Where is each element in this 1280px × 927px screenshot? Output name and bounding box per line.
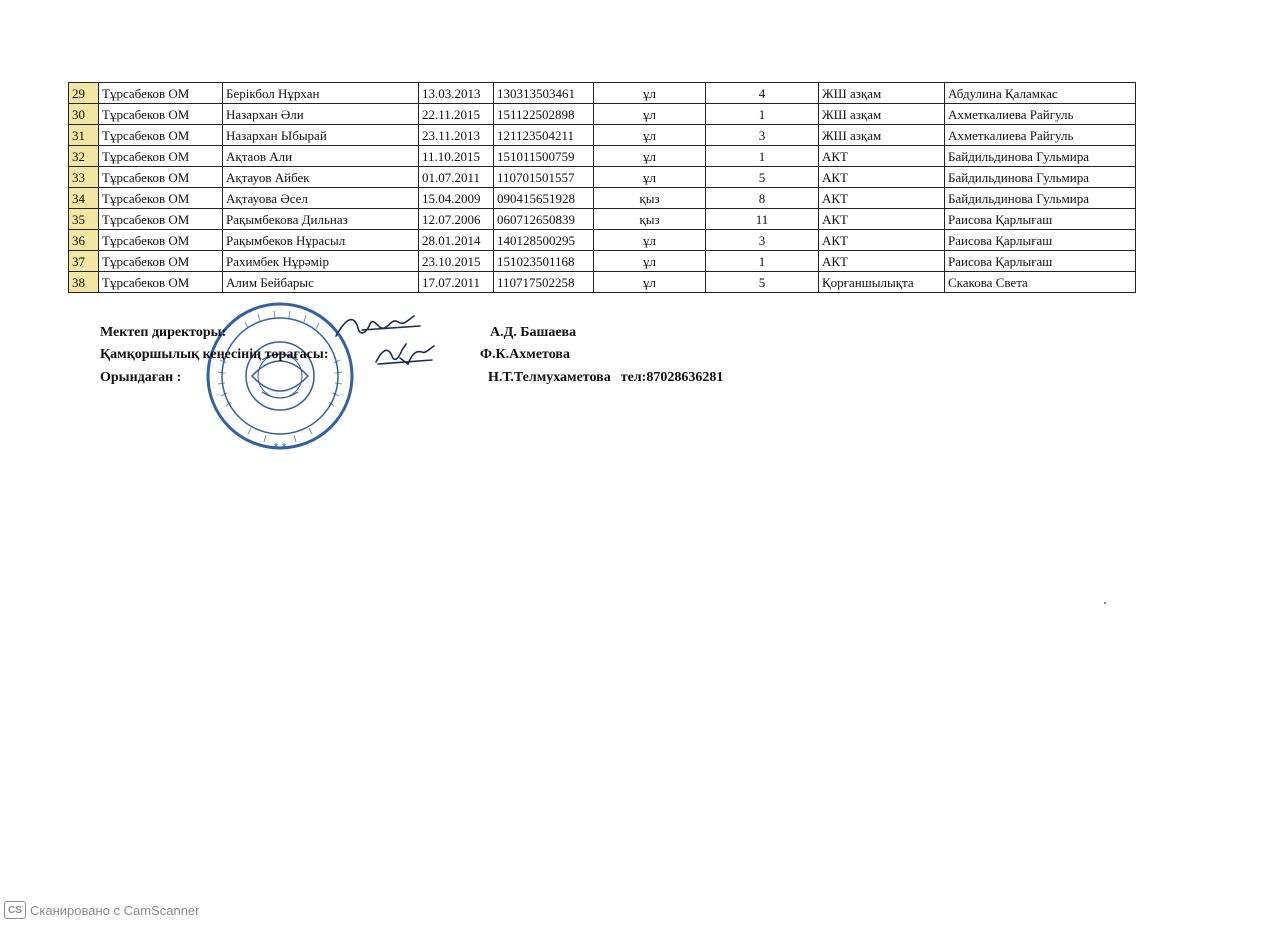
gender-cell: ұл — [594, 272, 706, 293]
gender-cell: қыз — [594, 188, 706, 209]
council-chair-name: Ф.К.Ахметова — [480, 347, 570, 362]
birth-date-cell: 28.01.2014 — [419, 230, 494, 251]
row-number-cell: 36 — [69, 230, 99, 251]
school-cell: Тұрсабеков ОМ — [99, 104, 223, 125]
school-cell: Тұрсабеков ОМ — [99, 125, 223, 146]
student-name-cell: Рахимбек Нұрәмір — [223, 251, 419, 272]
status-cell: АКТ — [819, 230, 945, 251]
grade-cell: 4 — [706, 83, 819, 104]
table-row — [69, 188, 1136, 209]
gender-cell: ұл — [594, 167, 706, 188]
iin-cell: 060712650839 — [494, 209, 594, 230]
responsible-cell: Ахметкалиева Райгуль — [945, 104, 1136, 125]
gender-cell: ұл — [594, 146, 706, 167]
iin-cell: 151122502898 — [494, 104, 594, 125]
school-cell: Тұрсабеков ОМ — [99, 230, 223, 251]
scan-speck — [1104, 602, 1106, 604]
executor-info — [488, 370, 723, 386]
table-row — [69, 230, 1136, 251]
row-number-cell: 29 — [69, 83, 99, 104]
row-number-cell: 38 — [69, 272, 99, 293]
birth-date-cell: 01.07.2011 — [419, 167, 494, 188]
school-cell: Тұрсабеков ОМ — [99, 83, 223, 104]
svg-text:* *: * * — [273, 442, 287, 453]
iin-cell: 090415651928 — [494, 188, 594, 209]
birth-date-cell: 11.10.2015 — [419, 146, 494, 167]
iin-cell: 140128500295 — [494, 230, 594, 251]
roster-body — [69, 83, 1136, 293]
student-name-cell: Назархан Ыбырай — [223, 125, 419, 146]
grade-cell: 1 — [706, 104, 819, 125]
director-name: А.Д. Башаева — [490, 325, 577, 340]
grade-cell: 5 — [706, 167, 819, 188]
responsible-cell: Байдильдинова Гульмира — [945, 146, 1136, 167]
row-number-cell: 32 — [69, 146, 99, 167]
iin-cell: 151011500759 — [494, 146, 594, 167]
table-row — [69, 209, 1136, 230]
birth-date-cell: 12.07.2006 — [419, 209, 494, 230]
student-name-cell: Ақтаов Али — [223, 146, 419, 167]
birth-date-cell: 23.10.2015 — [419, 251, 494, 272]
student-name-cell: Ақтауов Айбек — [223, 167, 419, 188]
birth-date-cell: 22.11.2015 — [419, 104, 494, 125]
executor-phone: тел:87028636281 — [620, 370, 724, 385]
school-cell: Тұрсабеков ОМ — [99, 146, 223, 167]
status-cell: ЖШ азқам — [819, 104, 945, 125]
grade-cell: 1 — [706, 146, 819, 167]
student-name-cell: Назархан Әли — [223, 104, 419, 125]
iin-cell: 151023501168 — [494, 251, 594, 272]
table-row — [69, 104, 1136, 125]
student-name-cell: Ақтауова Әсел — [223, 188, 419, 209]
row-number-cell: 30 — [69, 104, 99, 125]
responsible-cell: Байдильдинова Гульмира — [945, 188, 1136, 209]
row-number-cell: 33 — [69, 167, 99, 188]
status-cell: ЖШ азқам — [819, 83, 945, 104]
camscanner-watermark — [4, 901, 199, 919]
responsible-cell: Раисова Қарлығаш — [945, 230, 1136, 251]
iin-cell: 110701501557 — [494, 167, 594, 188]
table-row — [69, 125, 1136, 146]
gender-cell: ұл — [594, 251, 706, 272]
grade-cell: 11 — [706, 209, 819, 230]
responsible-cell: Абдулина Қаламкас — [945, 83, 1136, 104]
student-name-cell: Рақымбекова Дильназ — [223, 209, 419, 230]
birth-date-cell: 17.07.2011 — [419, 272, 494, 293]
school-cell: Тұрсабеков ОМ — [99, 272, 223, 293]
student-name-cell: Алим Бейбарыс — [223, 272, 419, 293]
birth-date-cell: 13.03.2013 — [419, 83, 494, 104]
iin-cell: 130313503461 — [494, 83, 594, 104]
status-cell: АКТ — [819, 251, 945, 272]
table-row — [69, 167, 1136, 188]
grade-cell: 5 — [706, 272, 819, 293]
responsible-cell: Скакова Света — [945, 272, 1136, 293]
school-cell: Тұрсабеков ОМ — [99, 251, 223, 272]
responsible-cell: Байдильдинова Гульмира — [945, 167, 1136, 188]
student-name-cell: Берікбол Нұрхан — [223, 83, 419, 104]
council-chair-label: Қамқоршылық кеңесінің төрағасы: — [100, 347, 329, 362]
grade-cell: 8 — [706, 188, 819, 209]
gender-cell: ұл — [594, 125, 706, 146]
grade-cell: 1 — [706, 251, 819, 272]
director-label: Мектеп директоры: — [100, 325, 227, 340]
iin-cell: 110717502258 — [494, 272, 594, 293]
status-cell: АКТ — [819, 188, 945, 209]
school-cell: Тұрсабеков ОМ — [99, 167, 223, 188]
status-cell: ЖШ азқам — [819, 125, 945, 146]
status-cell: Қорғаншылықта — [819, 272, 945, 293]
responsible-cell: Раисова Қарлығаш — [945, 209, 1136, 230]
birth-date-cell: 23.11.2013 — [419, 125, 494, 146]
table-row — [69, 251, 1136, 272]
responsible-cell: Ахметкалиева Райгуль — [945, 125, 1136, 146]
grade-cell: 3 — [706, 125, 819, 146]
council-signature-icon — [372, 340, 438, 370]
row-number-cell: 31 — [69, 125, 99, 146]
camscanner-text: Сканировано с CamScanner — [30, 902, 200, 918]
school-cell: Тұрсабеков ОМ — [99, 188, 223, 209]
row-number-cell: 35 — [69, 209, 99, 230]
iin-cell: 121123504211 — [494, 125, 594, 146]
grade-cell: 3 — [706, 230, 819, 251]
gender-cell: қыз — [594, 209, 706, 230]
row-number-cell: 34 — [69, 188, 99, 209]
camscanner-logo-icon: CS — [4, 901, 26, 919]
status-cell: АКТ — [819, 167, 945, 188]
gender-cell: ұл — [594, 230, 706, 251]
status-cell: АКТ — [819, 146, 945, 167]
birth-date-cell: 15.04.2009 — [419, 188, 494, 209]
table-row — [69, 146, 1136, 167]
responsible-cell: Раисова Қарлығаш — [945, 251, 1136, 272]
director-signature-icon — [332, 310, 424, 342]
gender-cell: ұл — [594, 83, 706, 104]
roster-table — [68, 82, 1136, 293]
row-number-cell: 37 — [69, 251, 99, 272]
school-cell: Тұрсабеков ОМ — [99, 209, 223, 230]
table-row — [69, 83, 1136, 104]
table-row — [69, 272, 1136, 293]
gender-cell: ұл — [594, 104, 706, 125]
executor-name: Н.Т.Телмухаметова — [488, 370, 611, 385]
status-cell: АКТ — [819, 209, 945, 230]
executor-label: Орындаған : — [100, 370, 182, 385]
student-name-cell: Рақымбеков Нұрасыл — [223, 230, 419, 251]
